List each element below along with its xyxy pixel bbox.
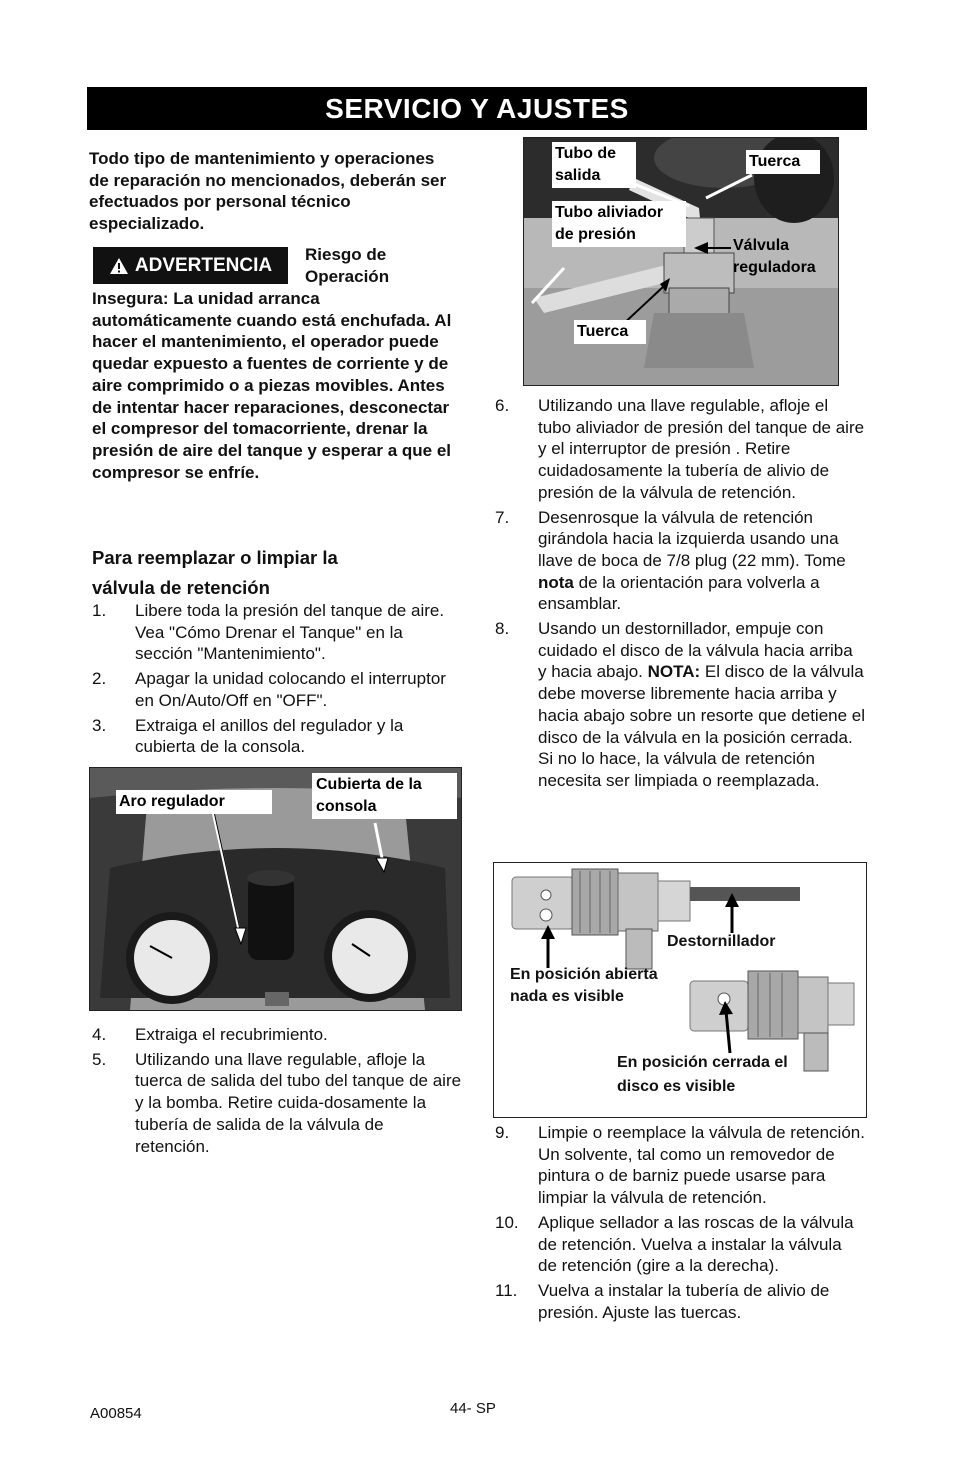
step-text: Apagar la unidad colocando el interruptor en On/Auto/Off en "OFF".: [135, 669, 446, 710]
label-tubo-aliviador: Tubo aliviador de presión: [552, 201, 686, 247]
list-item: [92, 715, 457, 758]
steps-list-d: [495, 1122, 865, 1326]
label-tubo-salida: Tubo de salida: [552, 142, 636, 188]
step-number: 2.: [92, 669, 107, 689]
step-bold-word: nota: [538, 572, 574, 592]
steps-list-b: [92, 1024, 462, 1160]
list-item: [92, 1049, 462, 1158]
intro-text: Todo tipo de mantenimiento y operaciones de reparación no mencionados, deberán ser efectuados por personal técnico especializado.: [89, 149, 447, 234]
step-number: 9.: [495, 1123, 510, 1142]
label-tuerca-superior: Tuerca: [746, 150, 820, 174]
step-number: 6.: [495, 396, 510, 415]
steps-list-c: [495, 395, 865, 795]
list-item: [495, 395, 865, 504]
warning-badge: [93, 247, 288, 284]
section-heading-line2: válvula de retención: [92, 577, 270, 598]
page-title: SERVICIO Y AJUSTES: [87, 87, 867, 130]
warning-triangle-icon: [109, 257, 129, 275]
list-item: [495, 507, 865, 616]
step-text: Libere toda la presión del tanque de aire. Vea "Cómo Drenar el Tanque" en la sección "Mantenimiento".: [135, 601, 445, 664]
check-valve-figure: [493, 862, 867, 1118]
warning-risk-line2: Operación: [305, 266, 390, 286]
list-item: [495, 1280, 865, 1323]
step-number: 4.: [92, 1025, 107, 1044]
list-item: [495, 1122, 865, 1209]
step-number: 8.: [495, 619, 510, 639]
label-valvula-reguladora: Válvula reguladora: [733, 237, 816, 276]
step-bold-word: NOTA:: [647, 662, 701, 682]
step-text-continued: El disco de la válvula debe moverse libremente hacia arriba y hacia abajo sobre un resorte que detiene el disco de la válvula en la posición cerrada. Si no lo hace, la válvula de retención necesita ser limpiada o reemplazada.: [538, 662, 866, 790]
console-photo: [89, 767, 462, 1011]
warning-risk-line1: Riesgo de: [305, 245, 387, 264]
label-cubierta-consola: Cubierta de la consola: [312, 773, 457, 819]
step-text-continued: de la orientación para volverla a ensamblar.: [538, 572, 820, 614]
section-heading: [92, 543, 462, 603]
list-item: [495, 618, 865, 792]
step-text: Vuelva a instalar la tubería de alivio de presión. Ajuste las tuercas.: [538, 1280, 830, 1322]
label-posicion-cerrada: En posición cerrada el disco es visible: [617, 1054, 788, 1095]
step-number: 1.: [92, 601, 107, 620]
step-text: Extraiga el recubrimiento.: [135, 1025, 328, 1044]
list-item: [92, 1024, 462, 1046]
valve-photo: [523, 137, 839, 386]
list-item: [495, 1212, 865, 1277]
step-text: Utilizando una llave regulable, afloje el tubo aliviador de presión del tanque de aire y el interruptor de presión . Retire cuidadosamente la tubería de alivio de presión de la válvula de retención.: [538, 396, 865, 502]
steps-list-a: [92, 600, 457, 761]
step-text: Usando un destornillador, empuje con cuidado el disco de la válvula hacia arriba y hacia abajo.: [538, 619, 853, 682]
page-number: 44- SP: [450, 1400, 496, 1417]
step-text: Utilizando una llave regulable, afloje la tuerca de salida del tubo del tanque de aire y la bomba. Retire cuida-dosamente la tubería de salida de la válvula de retención.: [135, 1049, 462, 1156]
label-destornillador: Destornillador: [667, 933, 776, 950]
label-aro-regulador: Aro regulador: [116, 790, 272, 814]
step-number: 5.: [92, 1049, 107, 1069]
step-number: 10.: [495, 1212, 519, 1232]
step-text: Limpie o reemplace la válvula de retención. Un solvente, tal como un removedor de pintura o de barniz puede usarse para limpiar la válvula de retención.: [538, 1123, 865, 1208]
step-number: 7.: [495, 507, 510, 527]
list-item: [92, 600, 457, 665]
step-text: Extraiga el anillos del regulador y la cubierta de la consola.: [135, 715, 404, 757]
step-number: 3.: [92, 715, 107, 735]
warning-text: Insegura: La unidad arranca automáticamente cuando está enchufada. Al hacer el mantenimiento, el operador puede quedar expuesto a fuentes de corriente y de aire comprimido o a piezas movibles. Antes de intentar hacer reparaciones, desconectar el compresor del tomacorriente, drenar la presión de aire del tanque y esperar a que el compresor se enfríe.: [92, 289, 452, 482]
label-tuerca-inferior: Tuerca: [574, 320, 646, 344]
step-text: Desenrosque la válvula de retención girándola hacia la izquierda usando una llave de boca de 7/8 plug (22 mm). Tome: [538, 507, 846, 570]
warning-risk: [305, 244, 455, 287]
section-heading-line1: Para reemplazar o limpiar la: [92, 547, 338, 568]
list-item: [92, 668, 457, 711]
warning-badge-label: ADVERTENCIA: [134, 254, 273, 276]
step-text: Aplique sellador a las roscas de la válvula de retención. Vuelva a instalar la válvula de retención (gire a la derecha).: [538, 1212, 854, 1276]
label-posicion-abierta: En posición abierta nada es visible: [510, 966, 658, 1005]
step-number: 11.: [495, 1280, 518, 1300]
document-code: A00854: [90, 1405, 142, 1422]
